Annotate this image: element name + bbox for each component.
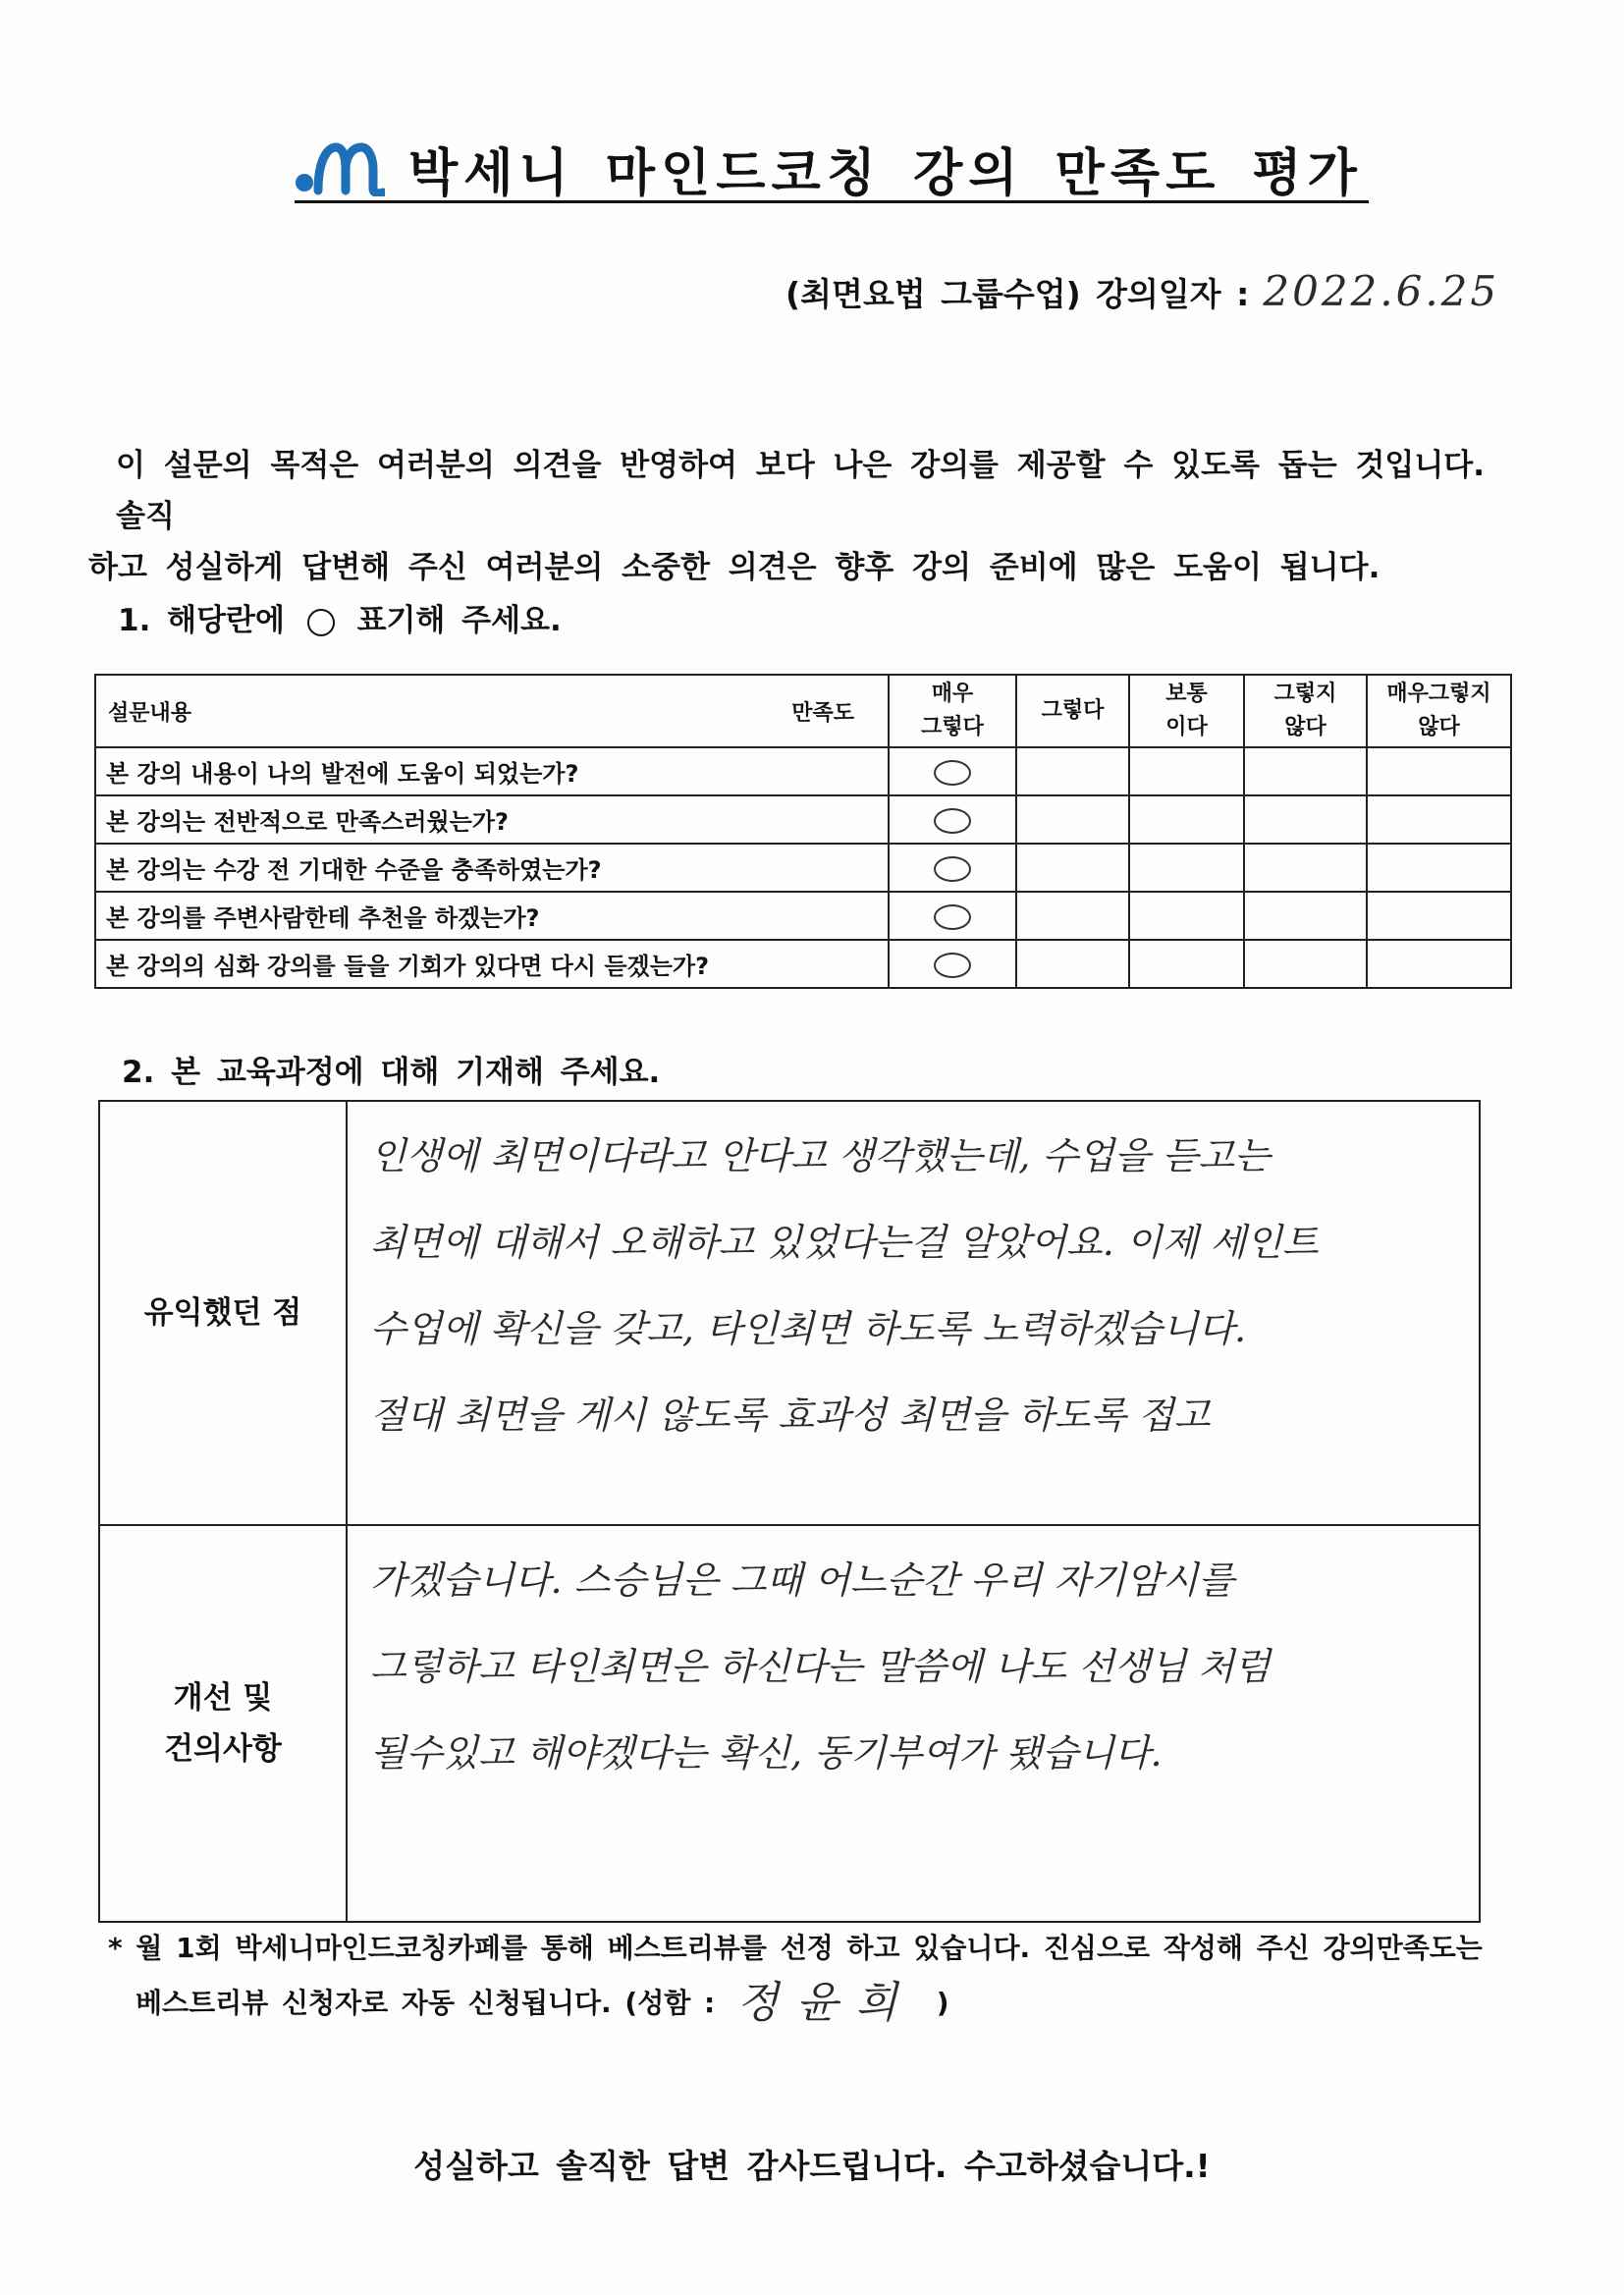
- answer-cell[interactable]: [889, 795, 1016, 844]
- improve-label: [99, 1525, 347, 1922]
- answer-cell[interactable]: [1244, 892, 1367, 940]
- question-cell: 본 강의 내용이 나의 발전에 도움이 되었는가?: [95, 747, 889, 795]
- handwritten-line: 그렇하고 타인최면은 하신다는 말씀에 나도 선생님 처럼: [370, 1645, 1271, 1688]
- selected-circle-mark: [934, 904, 971, 930]
- footer-note-line2: [108, 1976, 1483, 2031]
- lecture-date-value: 2022.6.25: [1263, 267, 1500, 315]
- question-cell: 본 강의는 전반적으로 만족스러웠는가?: [95, 795, 889, 844]
- intro-line-2: 하고 성실하게 답변해 주신 여러분의 소중한 의견은 향후 강의 준비에 많은 도움이 됩니다.: [88, 550, 1380, 585]
- header-question-label: 설문내용: [108, 701, 192, 726]
- answer-cell[interactable]: [1367, 844, 1511, 892]
- footer-note-line2-after: ): [936, 1987, 949, 2019]
- answer-cell[interactable]: [1244, 940, 1367, 988]
- answer-cell[interactable]: [889, 940, 1016, 988]
- answer-cell[interactable]: [1129, 892, 1244, 940]
- handwritten-line: 수업에 확신을 갖고, 타인최면 하도록 노력하겠습니다.: [370, 1307, 1247, 1350]
- answer-cell[interactable]: [1244, 844, 1367, 892]
- column-header-line2: 않다: [1418, 715, 1460, 739]
- header-question-cell: [95, 675, 889, 747]
- improve-label-line2: 건의사항: [164, 1731, 282, 1767]
- column-header-line1: 매우그렇지: [1386, 682, 1491, 706]
- answer-cell[interactable]: [1367, 940, 1511, 988]
- table-row: [95, 940, 1511, 988]
- answer-cell[interactable]: [889, 844, 1016, 892]
- page-title: 박세니 마인드코칭 강의 만족도 평가: [408, 143, 1363, 203]
- table-row: [95, 844, 1511, 892]
- handwritten-line: 절대 최면을 게시 않도록 효과성 최면을 하도록 접고: [370, 1393, 1211, 1437]
- answer-cell[interactable]: [1016, 940, 1129, 988]
- column-header: [1016, 675, 1129, 747]
- handwritten-line: 될수있고 해야겠다는 확신, 동기부여가 됐습니다.: [370, 1731, 1163, 1775]
- footer-note-line2-before: 베스트리뷰 신청자로 자동 신청됩니다. (성함 :: [135, 1987, 716, 2019]
- improve-row: [99, 1525, 1480, 1922]
- title-block: [295, 136, 1369, 203]
- table-header-row: [95, 675, 1511, 747]
- column-header: [1129, 675, 1244, 747]
- table-row: [95, 892, 1511, 940]
- column-header-line1: 매우: [931, 682, 974, 706]
- table-row: [95, 747, 1511, 795]
- handwritten-line: 최면에 대해서 오해하고 있었다는걸 알았어요. 이제 세인트: [370, 1221, 1319, 1264]
- satisfaction-table: [94, 674, 1512, 989]
- answer-cell[interactable]: [1016, 747, 1129, 795]
- lecture-date-line: [785, 267, 1499, 315]
- answer-cell[interactable]: [1129, 747, 1244, 795]
- footer-note: [108, 1921, 1483, 2031]
- column-header-line1: 보통: [1165, 682, 1208, 706]
- answer-cell[interactable]: [1016, 892, 1129, 940]
- answer-cell[interactable]: [1244, 747, 1367, 795]
- answer-cell[interactable]: [1016, 795, 1129, 844]
- useful-row: [99, 1101, 1480, 1525]
- answer-cell[interactable]: [1367, 795, 1511, 844]
- answer-cell[interactable]: [1244, 795, 1367, 844]
- answer-cell[interactable]: [889, 892, 1016, 940]
- feedback-table: [98, 1100, 1481, 1923]
- selected-circle-mark: [934, 808, 971, 834]
- useful-answer-cell[interactable]: [347, 1101, 1480, 1525]
- answer-cell[interactable]: [1129, 795, 1244, 844]
- circle-icon: [307, 609, 335, 636]
- answer-cell[interactable]: [1129, 844, 1244, 892]
- header-satisfaction-label: 만족도: [791, 701, 854, 726]
- question-cell: 본 강의를 주변사람한테 추천을 하겠는가?: [95, 892, 889, 940]
- column-header: [1367, 675, 1511, 747]
- thanks-message: 성실하고 솔직한 답변 감사드립니다. 수고하셨습니다.!: [413, 2147, 1211, 2185]
- intro-paragraph: [88, 440, 1512, 593]
- question-cell: 본 강의는 수강 전 기대한 수준을 충족하였는가?: [95, 844, 889, 892]
- improve-answer-cell[interactable]: [347, 1525, 1480, 1922]
- selected-circle-mark: [934, 856, 971, 882]
- answer-cell[interactable]: [1367, 892, 1511, 940]
- useful-label: 유익했던 점: [99, 1101, 347, 1525]
- column-header: [1244, 675, 1367, 747]
- section-2-title: 2. 본 교육과정에 대해 기재해 주세요.: [122, 1055, 661, 1090]
- column-header-line2: 않다: [1284, 715, 1326, 739]
- table-row: [95, 795, 1511, 844]
- question-cell: 본 강의의 심화 강의를 들을 기회가 있다면 다시 듣겠는가?: [95, 940, 889, 988]
- section-1-title-before: 1. 해당란에: [118, 603, 285, 638]
- brand-logo-icon: [295, 139, 385, 196]
- footer-note-line1: * 월 1회 박세니마인드코칭카페를 통해 베스트리뷰를 선정 하고 있습니다. 진심으로 작성해 주신 강의만족도는: [108, 1932, 1483, 1964]
- answer-cell[interactable]: [889, 747, 1016, 795]
- intro-line-1: 이 설문의 목적은 여러분의 의견을 반영하여 보다 나은 강의를 제공할 수 있도록 돕는 것입니다. 솔직: [116, 448, 1486, 534]
- signature-name: 정윤희: [736, 1978, 915, 2028]
- useful-handwriting: [349, 1103, 1478, 1458]
- section-1-title-after: 표기해 주세요.: [356, 603, 562, 638]
- answer-cell[interactable]: [1367, 747, 1511, 795]
- column-header-line1: 그렇지: [1273, 682, 1337, 706]
- handwritten-line: 가겠습니다. 스승님은 그때 어느순간 우리 자기암시를: [370, 1558, 1235, 1602]
- column-header-line1: 그렇다: [1041, 698, 1105, 723]
- answer-cell[interactable]: [1129, 940, 1244, 988]
- column-header: [889, 675, 1016, 747]
- column-header-line2: 그렇다: [921, 715, 984, 739]
- improve-label-line1: 개선 및: [173, 1680, 273, 1716]
- course-label: (최면요법 그룹수업) 강의일자 :: [785, 275, 1250, 313]
- answer-cell[interactable]: [1016, 844, 1129, 892]
- selected-circle-mark: [934, 953, 971, 978]
- section-1-title: [118, 595, 562, 639]
- selected-circle-mark: [934, 760, 971, 786]
- column-header-line2: 이다: [1165, 715, 1208, 739]
- improve-handwriting: [349, 1527, 1478, 1796]
- handwritten-line: 인생에 최면이다라고 안다고 생각했는데, 수업을 듣고는: [370, 1134, 1271, 1177]
